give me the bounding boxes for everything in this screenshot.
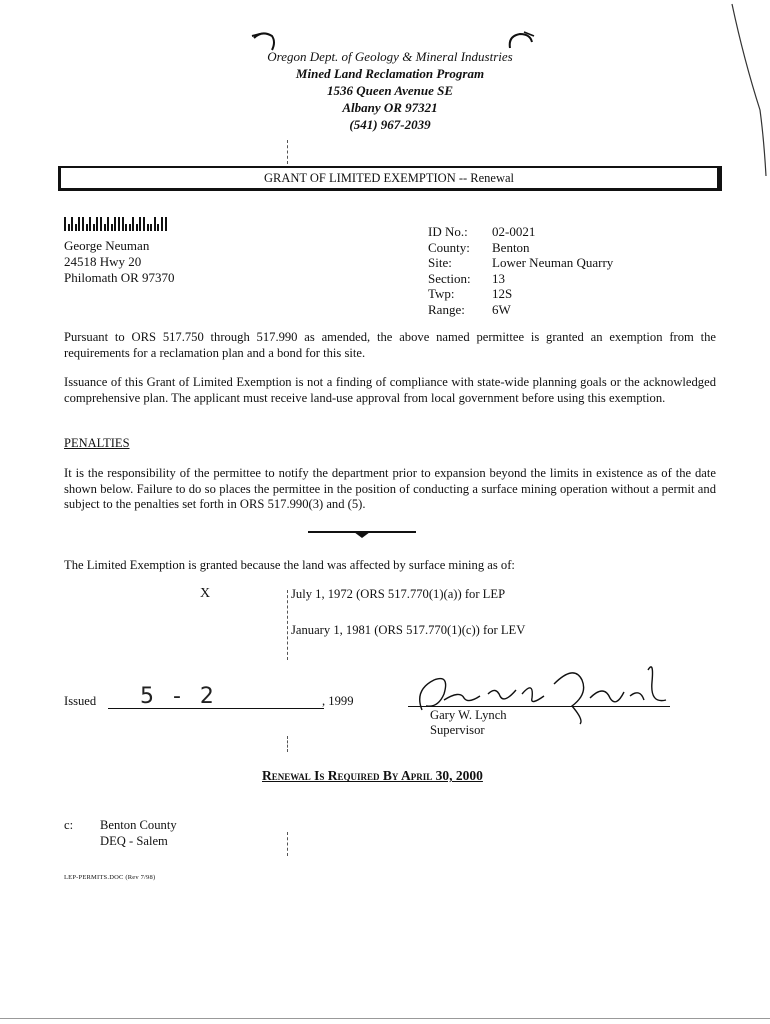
barcode-bar [89, 217, 91, 231]
lep-option: July 1, 1972 (ORS 517.770(1)(a)) for LEP [291, 587, 506, 601]
program-name: Mined Land Reclamation Program [295, 66, 485, 81]
barcode-bar [107, 217, 109, 231]
barcode-bar [75, 224, 77, 231]
recipient-address [64, 238, 175, 286]
scan-edge-artifact [730, 0, 770, 180]
detail-row [428, 302, 613, 318]
agency-name: Oregon Dept. of Geology & Mineral Industries [267, 49, 513, 64]
detail-value: 13 [492, 270, 505, 286]
detail-value: Lower Neuman Quarry [492, 255, 614, 270]
barcode-bar [165, 217, 167, 231]
penalties-paragraph: It is the responsibility of the permittee to notify the department prior to expansion beyond the limits in existence as of the date shown below. Failure to do so places the permittee in the position of conducting a surface mining operation without a permit and subject to the penalties set forth in ORS 517.990(3) and (5). [64, 466, 716, 511]
barcode-bar [71, 217, 73, 231]
barcode-bar [118, 217, 120, 231]
detail-value: 02-0021 [492, 224, 536, 239]
agency-phone: (541) 967-2039 [349, 117, 431, 132]
signer-title: Supervisor [430, 723, 485, 737]
barcode-bar [136, 224, 138, 231]
site-details-table [428, 224, 613, 317]
detail-label: Section: [428, 270, 471, 286]
barcode-bar [161, 217, 163, 231]
barcode-bar [68, 224, 70, 231]
signer-block [430, 708, 507, 738]
barcode-bar [129, 224, 131, 231]
detail-label: Twp: [428, 286, 455, 301]
barcode-bar [82, 217, 84, 231]
barcode-bar [93, 224, 95, 231]
barcode-bar [157, 224, 159, 231]
detail-value: 6W [492, 301, 511, 317]
letterhead [200, 48, 580, 133]
issued-handwritten-date: 5 - 2 [140, 684, 220, 709]
barcode-bar [86, 224, 88, 231]
barcode-bar [125, 224, 127, 231]
detail-value: 12S [492, 286, 513, 301]
postal-barcode [64, 216, 167, 231]
barcode-bar [114, 217, 116, 231]
footer-file-reference: LEP-PERMITS.DOC (Rev 7/98) [64, 874, 156, 881]
section-divider-ornament [308, 528, 416, 538]
lep-selected-mark: X [200, 586, 211, 601]
cc-recipient: DEQ - Salem [100, 833, 168, 848]
fold-line [287, 590, 288, 660]
detail-row [428, 224, 613, 240]
issued-year: , 1999 [322, 694, 354, 708]
barcode-bar [154, 217, 156, 231]
barcode-bar [143, 217, 145, 231]
issued-label: Issued [64, 694, 97, 708]
affected-date-paragraph: The Limited Exemption is granted because the land was affected by surface mining as of: [64, 558, 515, 572]
detail-row [428, 286, 613, 302]
detail-label: ID No.: [428, 224, 468, 239]
signature-line [408, 706, 670, 707]
agency-city: Albany OR 97321 [342, 100, 438, 115]
exemption-paragraph: Pursuant to ORS 517.750 through 517.990 as amended, the above named permittee is granted an exemption from the requirements for a reclamation plan and a bond for this site. [64, 330, 716, 360]
barcode-bar [139, 217, 141, 231]
barcode-bar [100, 217, 102, 231]
barcode-bar [96, 217, 98, 231]
recipient-name: George Neuman [64, 238, 150, 253]
fold-line [287, 736, 288, 752]
barcode-bar [147, 224, 149, 231]
recipient-street: 24518 Hwy 20 [64, 254, 142, 269]
renewal-notice: Renewal Is Required By April 30, 2000 [262, 768, 483, 783]
agency-street: 1536 Queen Avenue SE [326, 83, 454, 98]
fold-line [287, 832, 288, 856]
lev-option: January 1, 1981 (ORS 517.770(1)(c)) for LEV [291, 623, 526, 637]
detail-value: Benton [492, 239, 530, 255]
document-title: GRANT OF LIMITED EXEMPTION -- Renewal [58, 166, 722, 191]
scan-edge-artifact [0, 1018, 770, 1019]
barcode-bar [78, 217, 80, 231]
barcode-bar [64, 217, 66, 231]
detail-label: Site: [428, 255, 452, 270]
detail-label: Range: [428, 301, 465, 317]
detail-row [428, 240, 613, 256]
compliance-paragraph: Issuance of this Grant of Limited Exemption is not a finding of compliance with state-wide planning goals or the acknowledged comprehensive plan. The applicant must receive land-use approval from local government before using this exemption. [64, 375, 716, 405]
barcode-bar [104, 224, 106, 231]
recipient-city: Philomath OR 97370 [64, 270, 175, 285]
detail-row [428, 255, 613, 271]
barcode-bar [111, 224, 113, 231]
signer-name: Gary W. Lynch [430, 708, 507, 722]
detail-label: County: [428, 239, 470, 255]
barcode-bar [150, 224, 152, 231]
barcode-bar [122, 217, 124, 231]
cc-recipient: Benton County [100, 818, 177, 832]
barcode-bar [132, 217, 134, 231]
detail-row [428, 271, 613, 287]
penalties-heading: PENALTIES [64, 436, 130, 450]
fold-line [287, 140, 288, 164]
cc-recipients [100, 818, 177, 849]
cc-label: c: [64, 818, 74, 832]
